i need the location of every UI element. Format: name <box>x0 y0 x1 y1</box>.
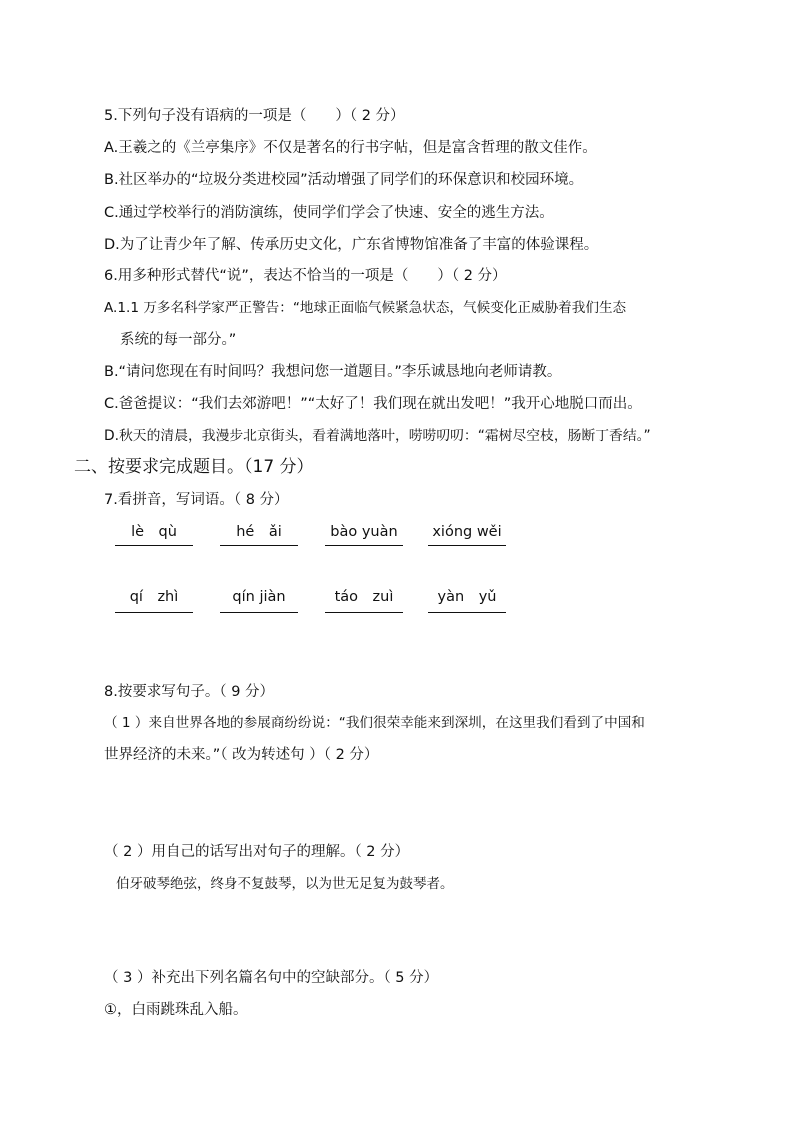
pinyin-8: yàn yǔ <box>437 589 497 605</box>
q7-stem: 7.看拼音，写词语。（ 8 分） <box>104 492 289 508</box>
pinyin-6: qín jiàn <box>232 589 286 605</box>
answer-blank-6[interactable] <box>220 612 298 613</box>
q5-option-c: C.通过学校举行的消防演练，使同学们学会了快速、安全的逃生方法。 <box>104 205 554 221</box>
q8-sub2-quote: 伯牙破琴绝弦，终身不复鼓琴，以为世无足复为鼓琴者。 <box>116 876 454 892</box>
answer-blank-4[interactable] <box>428 545 506 546</box>
q8-sub3: （ 3 ）补充出下列名篇名句中的空缺部分。（ 5 分） <box>104 970 439 986</box>
pinyin-3: bào yuàn <box>330 524 398 540</box>
q5-option-a: A.王羲之的《兰亭集序》不仅是著名的行书字帖，但是富含哲理的散文佳作。 <box>104 140 597 156</box>
q8-stem: 8.按要求写句子。（ 9 分） <box>104 684 275 700</box>
section-two-title: 二、按要求完成题目。（17 分） <box>74 457 314 477</box>
answer-blank-3[interactable] <box>325 545 403 546</box>
pinyin-1: lè qù <box>131 524 177 540</box>
answer-blank-7[interactable] <box>325 612 403 613</box>
q6-option-d: D.秋天的清晨，我漫步北京街头，看着满地落叶，唠唠叨叨：“霜树尽空枝，肠断丁香结。” <box>104 428 651 444</box>
answer-blank-1[interactable] <box>115 545 193 546</box>
q5-stem: 5.下列句子没有语病的一项是（ ）（ 2 分） <box>104 108 405 124</box>
answer-blank-2[interactable] <box>220 545 298 546</box>
q8-sub1-line2: 世界经济的未来。”（ 改为转述句 ）（ 2 分） <box>104 747 379 763</box>
q8-sub2: （ 2 ）用自己的话写出对句子的理解。（ 2 分） <box>104 844 410 860</box>
q5-option-d: D.为了让青少年了解、传承历史文化，广东省博物馆准备了丰富的体验课程。 <box>104 237 599 253</box>
q6-option-a-line1: A.1.1 万多名科学家严正警告：“地球正面临气候紧急状态，气候变化正威胁着我们生态 <box>104 300 627 316</box>
q6-stem: 6.用多种形式替代“说”，表达不恰当的一项是（ ）（ 2 分） <box>104 268 507 284</box>
pinyin-4: xióng wěi <box>432 524 502 540</box>
answer-blank-8[interactable] <box>428 612 506 613</box>
pinyin-7: táo zuì <box>334 589 394 605</box>
pinyin-2: hé ǎi <box>236 524 282 540</box>
q6-option-c: C.爸爸提议：“我们去郊游吧！”“太好了！我们现在就出发吧！”我开心地脱口而出。 <box>104 396 642 412</box>
q8-sub3-item1: ①，白雨跳珠乱入船。 <box>104 1002 248 1018</box>
q6-option-a-line2: 系统的每一部分。” <box>120 332 237 348</box>
q8-sub1-line1: （ 1 ）来自世界各地的参展商纷纷说：“我们很荣幸能来到深圳，在这里我们看到了中国和 <box>104 715 645 731</box>
q5-option-b: B.社区举办的“垃圾分类进校园”活动增强了同学们的环保意识和校园环境。 <box>104 172 584 188</box>
answer-blank-5[interactable] <box>115 612 193 613</box>
q6-option-b: B.“请问您现在有时间吗？我想问您一道题目。”李乐诚恳地向老师请教。 <box>104 364 562 380</box>
pinyin-5: qí zhì <box>129 589 179 605</box>
